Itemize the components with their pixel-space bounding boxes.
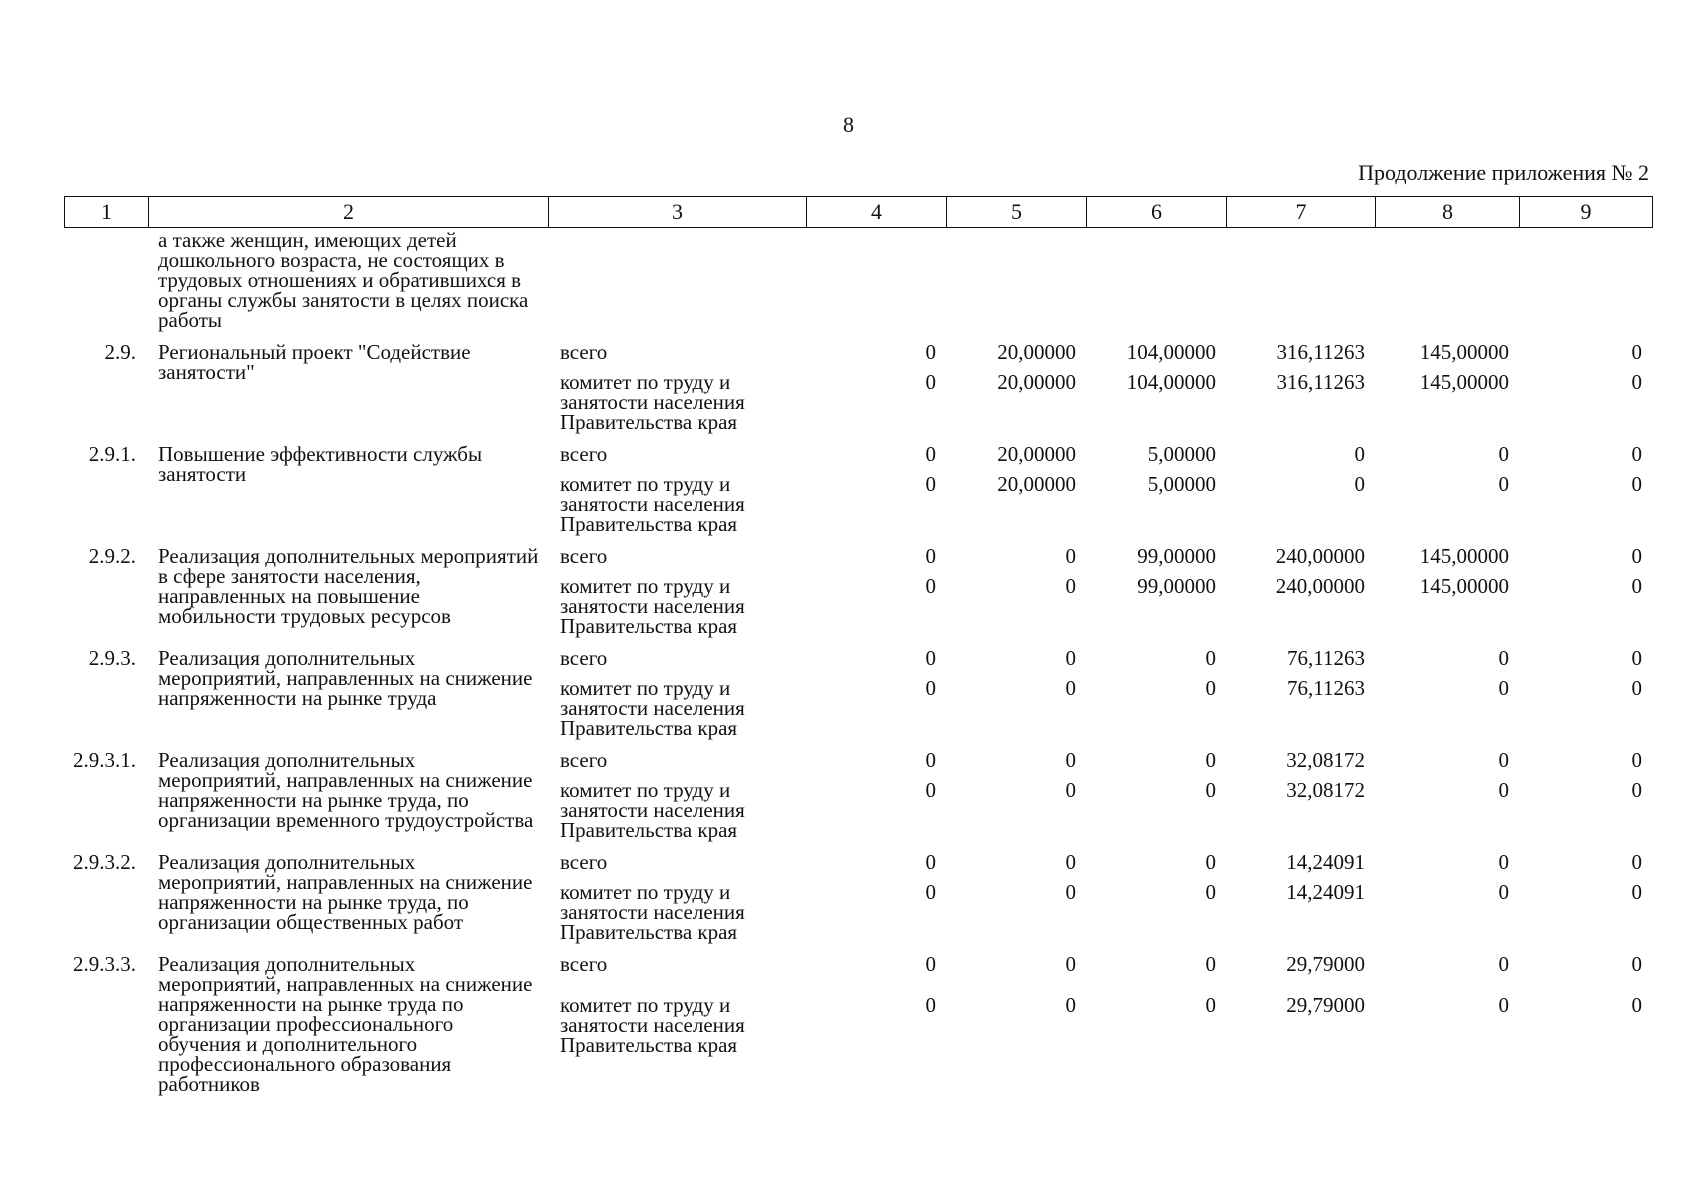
- value-cell-c9: 0: [1631, 544, 1642, 568]
- carryover-text: а также женщин, имеющих детей дошкольного возраста, не состоящих в трудовых отношениях и обратившихся в органы службы занятости в целях поиска работы: [158, 228, 529, 332]
- value-cell-c7: 29,79000: [1286, 993, 1365, 1018]
- value-cell-c9: 0: [1631, 340, 1642, 364]
- value-cell-c7: 14,24091: [1286, 880, 1365, 904]
- value-cell-c6: 0: [1205, 646, 1216, 670]
- value-cell-c4: 0: [925, 574, 936, 598]
- value-cell-c8: 145,00000: [1419, 574, 1509, 598]
- value-cell-c7: 32,08172: [1286, 778, 1365, 802]
- table-row: [64, 546, 1652, 566]
- value-cell-c6: 0: [1205, 952, 1216, 976]
- value-cell-c5: 0: [1065, 778, 1076, 802]
- value-cell-c4: 0: [925, 646, 936, 670]
- value-cell-c5: 0: [1065, 748, 1076, 772]
- row-code: 2.9.2.: [88, 544, 136, 568]
- value-cell-c8: 0: [1498, 778, 1509, 802]
- value-cell-c7: 29,79000: [1286, 952, 1365, 976]
- value-cell-c5: 0: [1065, 993, 1076, 1018]
- row-executor: всего: [560, 340, 608, 364]
- value-cell-c6: 99,00000: [1137, 574, 1216, 598]
- value-cell-c6: 5,00000: [1147, 442, 1216, 466]
- value-cell-c4: 0: [925, 676, 936, 700]
- header-row: [65, 197, 1653, 228]
- value-cell-c5: 20,00000: [997, 442, 1076, 466]
- continuation-label: Продолжение приложения № 2: [1358, 160, 1649, 185]
- table-row: [64, 954, 1652, 985]
- value-cell-c5: 20,00000: [997, 340, 1076, 364]
- row-executor: всего: [560, 748, 608, 772]
- row-executor: комитет по труду и занятости населения Правительства края: [560, 574, 745, 638]
- value-cell-c6: 0: [1205, 993, 1216, 1018]
- value-cell-c8: 0: [1498, 442, 1509, 466]
- row-code: 2.9.3.: [88, 646, 136, 670]
- value-cell-c7: 316,11263: [1276, 340, 1365, 364]
- value-cell-c6: 104,00000: [1126, 370, 1216, 394]
- value-cell-c5: 0: [1065, 676, 1076, 700]
- column-header: 9: [1520, 197, 1653, 228]
- row-name: Реализация дополнительных мероприятий, направленных на снижение напряженности на рынке труда: [158, 646, 533, 710]
- value-cell-c6: 99,00000: [1137, 544, 1216, 568]
- value-cell-c9: 0: [1631, 646, 1642, 670]
- row-executor: всего: [560, 952, 608, 976]
- value-cell-c6: 0: [1205, 748, 1216, 772]
- row-name: Реализация дополнительных мероприятий, направленных на снижение напряженности на рынке труда по организации профессионального обучения и дополнительного профессионального образования работников: [158, 952, 533, 1096]
- value-cell-c4: 0: [925, 748, 936, 772]
- value-cell-c4: 0: [925, 544, 936, 568]
- row-executor: комитет по труду и занятости населения Правительства края: [560, 676, 745, 740]
- column-header: 3: [549, 197, 807, 228]
- value-cell-c6: 0: [1205, 778, 1216, 802]
- value-cell-c8: 145,00000: [1419, 544, 1509, 568]
- value-cell-c4: 0: [925, 370, 936, 394]
- column-header: 8: [1376, 197, 1520, 228]
- table-row: [64, 342, 1652, 362]
- row-executor: комитет по труду и занятости населения Правительства края: [560, 370, 745, 434]
- row-executor: всего: [560, 544, 608, 568]
- value-cell-c4: 0: [925, 472, 936, 496]
- value-cell-c7: 240,00000: [1275, 544, 1365, 568]
- value-cell-c9: 0: [1631, 952, 1642, 976]
- value-cell-c7: 76,11263: [1287, 646, 1365, 670]
- value-cell-c8: 145,00000: [1419, 340, 1509, 364]
- column-header: 5: [947, 197, 1087, 228]
- row-executor: комитет по труду и занятости населения Правительства края: [560, 472, 745, 536]
- value-cell-c5: 0: [1065, 952, 1076, 976]
- value-cell-c4: 0: [925, 442, 936, 466]
- row-code: 2.9.: [104, 340, 136, 364]
- row-executor: комитет по труду и занятости населения Правительства края: [560, 880, 745, 944]
- row-executor: комитет по труду и занятости населения Правительства края: [560, 778, 745, 842]
- value-cell-c5: 20,00000: [997, 472, 1076, 496]
- value-cell-c5: 0: [1065, 544, 1076, 568]
- value-cell-c7: 240,00000: [1275, 574, 1365, 598]
- row-executor: всего: [560, 850, 608, 874]
- value-cell-c9: 0: [1631, 442, 1642, 466]
- value-cell-c7: 0: [1354, 442, 1365, 466]
- value-cell-c8: 0: [1498, 748, 1509, 772]
- column-header: 2: [149, 197, 549, 228]
- value-cell-c8: 0: [1498, 472, 1509, 496]
- row-executor: всего: [560, 442, 608, 466]
- value-cell-c6: 5,00000: [1147, 472, 1216, 496]
- value-cell-c4: 0: [925, 340, 936, 364]
- value-cell-c9: 0: [1631, 472, 1642, 496]
- value-cell-c4: 0: [925, 880, 936, 904]
- value-cell-c4: 0: [925, 778, 936, 802]
- table-row: [64, 648, 1652, 668]
- row-name: Реализация дополнительных мероприятий, направленных на снижение напряженности на рынке труда, по организации общественных работ: [158, 850, 533, 934]
- row-code: 2.9.3.3.: [73, 952, 136, 976]
- row-executor: комитет по труду и занятости населения Правительства края: [560, 993, 745, 1058]
- value-cell-c9: 0: [1631, 370, 1642, 394]
- value-cell-c7: 316,11263: [1276, 370, 1365, 394]
- column-header: 7: [1227, 197, 1376, 228]
- row-code: 2.9.1.: [88, 442, 136, 466]
- column-header: 1: [65, 197, 149, 228]
- value-cell-c8: 0: [1498, 646, 1509, 670]
- table-row: [64, 750, 1652, 770]
- column-header: 4: [807, 197, 947, 228]
- value-cell-c4: 0: [925, 993, 936, 1018]
- value-cell-c5: 0: [1065, 574, 1076, 598]
- value-cell-c9: 0: [1631, 574, 1642, 598]
- value-cell-c7: 14,24091: [1286, 850, 1365, 874]
- value-cell-c4: 0: [925, 952, 936, 976]
- value-cell-c9: 0: [1631, 676, 1642, 700]
- value-cell-c7: 32,08172: [1286, 748, 1365, 772]
- row-executor: всего: [560, 646, 608, 670]
- value-cell-c5: 20,00000: [997, 370, 1076, 394]
- row-name: Повышение эффективности службы занятости: [158, 442, 483, 486]
- program-table: [64, 230, 1652, 1106]
- row-name: Региональный проект "Содействие занятости": [158, 340, 471, 384]
- value-cell-c7: 0: [1354, 472, 1365, 496]
- value-cell-c9: 0: [1631, 880, 1642, 904]
- value-cell-c5: 0: [1065, 646, 1076, 670]
- value-cell-c9: 0: [1631, 748, 1642, 772]
- value-cell-c9: 0: [1631, 778, 1642, 802]
- value-cell-c9: 0: [1631, 993, 1642, 1018]
- row-name: Реализация дополнительных мероприятий в сфере занятости населения, направленных на повышение мобильности трудовых ресурсов: [158, 544, 539, 628]
- value-cell-c7: 76,11263: [1287, 676, 1365, 700]
- value-cell-c9: 0: [1631, 850, 1642, 874]
- value-cell-c5: 0: [1065, 880, 1076, 904]
- value-cell-c6: 0: [1205, 676, 1216, 700]
- row-code: 2.9.3.2.: [73, 850, 136, 874]
- carryover-row: [64, 230, 1652, 330]
- column-number-header: [64, 196, 1653, 228]
- value-cell-c8: 0: [1498, 952, 1509, 976]
- value-cell-c6: 0: [1205, 850, 1216, 874]
- table-row: [64, 444, 1652, 464]
- row-code: 2.9.3.1.: [73, 748, 136, 772]
- row-name: Реализация дополнительных мероприятий, направленных на снижение напряженности на рынке труда, по организации временного трудоустройства: [158, 748, 534, 832]
- page-number: 8: [843, 112, 854, 137]
- value-cell-c8: 0: [1498, 993, 1509, 1018]
- value-cell-c8: 0: [1498, 880, 1509, 904]
- value-cell-c6: 104,00000: [1126, 340, 1216, 364]
- table-row: [64, 852, 1652, 872]
- value-cell-c8: 0: [1498, 850, 1509, 874]
- value-cell-c4: 0: [925, 850, 936, 874]
- value-cell-c8: 145,00000: [1419, 370, 1509, 394]
- column-header: 6: [1087, 197, 1227, 228]
- value-cell-c8: 0: [1498, 676, 1509, 700]
- value-cell-c6: 0: [1205, 880, 1216, 904]
- value-cell-c5: 0: [1065, 850, 1076, 874]
